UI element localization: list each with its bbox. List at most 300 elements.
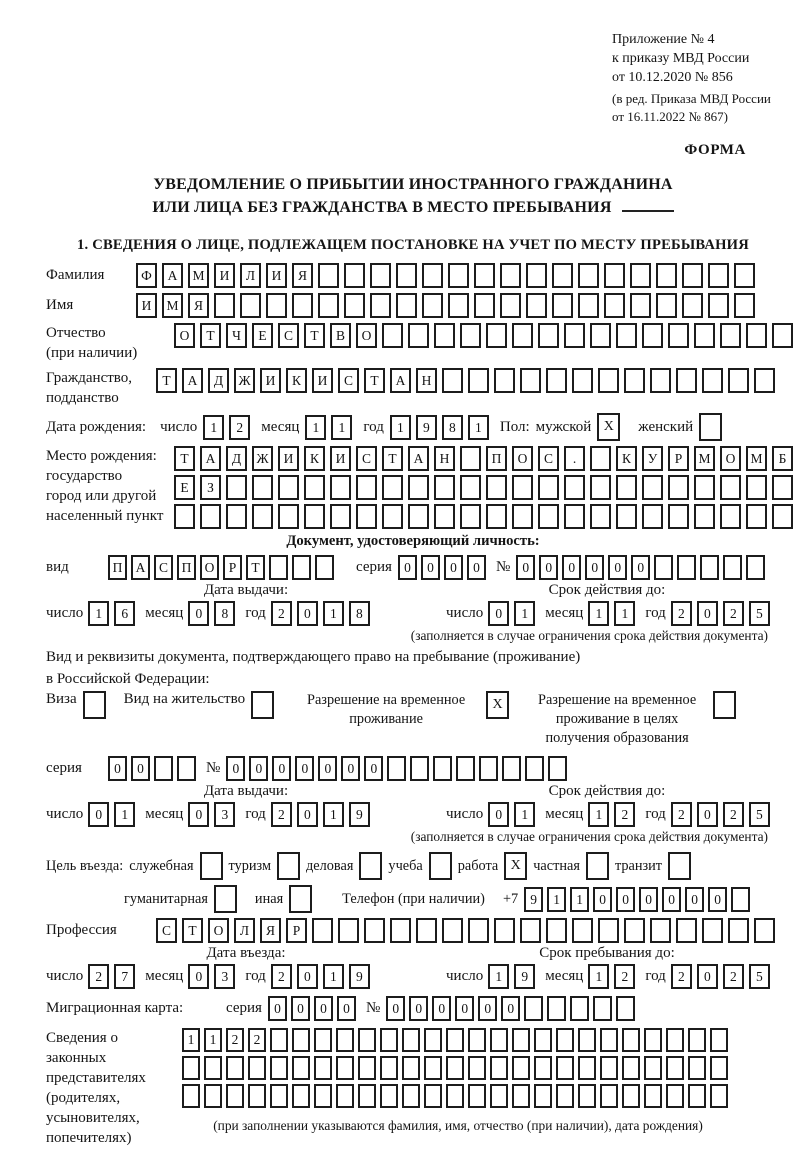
char-cell[interactable] <box>390 918 411 943</box>
char-cell[interactable]: И <box>214 263 235 288</box>
char-cell[interactable] <box>446 1028 464 1052</box>
char-cell[interactable] <box>408 475 429 500</box>
char-cell[interactable] <box>422 293 443 318</box>
char-cell[interactable]: А <box>200 446 221 471</box>
char-cell[interactable]: 0 <box>467 555 486 580</box>
char-cell[interactable]: М <box>746 446 767 471</box>
char-cell[interactable] <box>512 475 533 500</box>
char-cell[interactable] <box>364 918 385 943</box>
char-cell[interactable]: 2 <box>614 964 635 989</box>
char-cell[interactable]: 0 <box>639 887 658 912</box>
char-cell[interactable] <box>512 323 533 348</box>
char-cell[interactable] <box>434 475 455 500</box>
char-cell[interactable] <box>656 293 677 318</box>
char-cell[interactable] <box>656 263 677 288</box>
char-cell[interactable] <box>556 1056 574 1080</box>
char-cell[interactable] <box>524 996 543 1021</box>
char-cell[interactable]: 0 <box>631 555 650 580</box>
char-cell[interactable] <box>252 504 273 529</box>
char-cell[interactable]: Л <box>240 263 261 288</box>
char-cell[interactable] <box>434 504 455 529</box>
char-cell[interactable] <box>468 1084 486 1108</box>
char-cell[interactable] <box>677 555 696 580</box>
char-cell[interactable]: 0 <box>398 555 417 580</box>
purpose-private-checkbox[interactable] <box>586 852 609 880</box>
char-cell[interactable] <box>754 918 775 943</box>
char-cell[interactable]: И <box>266 263 287 288</box>
char-cell[interactable]: 2 <box>271 601 292 626</box>
char-cell[interactable] <box>526 293 547 318</box>
char-cell[interactable] <box>490 1084 508 1108</box>
char-cell[interactable]: 0 <box>386 996 405 1021</box>
char-cell[interactable] <box>578 1056 596 1080</box>
char-cell[interactable] <box>330 504 351 529</box>
char-cell[interactable] <box>380 1056 398 1080</box>
char-cell[interactable] <box>370 263 391 288</box>
char-cell[interactable] <box>204 1056 222 1080</box>
char-cell[interactable]: О <box>512 446 533 471</box>
char-cell[interactable]: К <box>304 446 325 471</box>
char-cell[interactable] <box>502 756 521 781</box>
char-cell[interactable]: С <box>156 918 177 943</box>
char-cell[interactable] <box>564 323 585 348</box>
char-cell[interactable]: 2 <box>671 964 692 989</box>
char-cell[interactable] <box>318 293 339 318</box>
char-cell[interactable] <box>486 323 507 348</box>
char-cell[interactable] <box>270 1056 288 1080</box>
char-cell[interactable]: Т <box>174 446 195 471</box>
char-cell[interactable] <box>292 1056 310 1080</box>
char-cell[interactable] <box>182 1084 200 1108</box>
char-cell[interactable]: Р <box>286 918 307 943</box>
char-cell[interactable] <box>710 1056 728 1080</box>
char-cell[interactable] <box>746 475 767 500</box>
char-cell[interactable] <box>650 918 671 943</box>
char-cell[interactable]: М <box>694 446 715 471</box>
char-cell[interactable]: 2 <box>229 415 250 440</box>
char-cell[interactable]: 0 <box>314 996 333 1021</box>
char-cell[interactable] <box>548 756 567 781</box>
char-cell[interactable] <box>525 756 544 781</box>
char-cell[interactable] <box>468 1028 486 1052</box>
char-cell[interactable] <box>534 1084 552 1108</box>
char-cell[interactable]: Ч <box>226 323 247 348</box>
char-cell[interactable]: 0 <box>188 964 209 989</box>
char-cell[interactable] <box>600 1056 618 1080</box>
char-cell[interactable]: 0 <box>685 887 704 912</box>
char-cell[interactable]: 0 <box>488 601 509 626</box>
char-cell[interactable]: Р <box>668 446 689 471</box>
char-cell[interactable]: П <box>108 555 127 580</box>
char-cell[interactable] <box>338 918 359 943</box>
purpose-humanitarian-checkbox[interactable] <box>214 885 237 913</box>
char-cell[interactable] <box>424 1028 442 1052</box>
char-cell[interactable] <box>512 504 533 529</box>
char-cell[interactable] <box>644 1084 662 1108</box>
char-cell[interactable]: 0 <box>593 887 612 912</box>
char-cell[interactable] <box>772 323 793 348</box>
char-cell[interactable]: Ж <box>252 446 273 471</box>
char-cell[interactable] <box>694 504 715 529</box>
char-cell[interactable]: В <box>330 323 351 348</box>
char-cell[interactable] <box>474 293 495 318</box>
char-cell[interactable] <box>668 504 689 529</box>
char-cell[interactable] <box>708 263 729 288</box>
char-cell[interactable] <box>370 293 391 318</box>
char-cell[interactable] <box>624 918 645 943</box>
char-cell[interactable]: Ж <box>234 368 255 393</box>
char-cell[interactable] <box>578 1028 596 1052</box>
char-cell[interactable] <box>270 1084 288 1108</box>
char-cell[interactable]: 0 <box>318 756 337 781</box>
char-cell[interactable] <box>344 293 365 318</box>
char-cell[interactable] <box>292 555 311 580</box>
char-cell[interactable] <box>700 555 719 580</box>
char-cell[interactable] <box>278 504 299 529</box>
char-cell[interactable]: 1 <box>390 415 411 440</box>
char-cell[interactable] <box>650 368 671 393</box>
char-cell[interactable]: 0 <box>708 887 727 912</box>
char-cell[interactable]: 0 <box>432 996 451 1021</box>
char-cell[interactable]: А <box>131 555 150 580</box>
char-cell[interactable] <box>556 1028 574 1052</box>
char-cell[interactable] <box>226 504 247 529</box>
char-cell[interactable]: 3 <box>214 802 235 827</box>
char-cell[interactable] <box>226 1056 244 1080</box>
char-cell[interactable] <box>526 263 547 288</box>
char-cell[interactable] <box>702 918 723 943</box>
char-cell[interactable] <box>520 368 541 393</box>
char-cell[interactable] <box>382 504 403 529</box>
char-cell[interactable]: Т <box>382 446 403 471</box>
char-cell[interactable]: Т <box>304 323 325 348</box>
char-cell[interactable]: 0 <box>697 601 718 626</box>
char-cell[interactable]: 1 <box>323 964 344 989</box>
char-cell[interactable]: 0 <box>108 756 127 781</box>
temp-permit-edu-checkbox[interactable] <box>713 691 736 719</box>
char-cell[interactable] <box>358 1028 376 1052</box>
char-cell[interactable]: 0 <box>697 964 718 989</box>
char-cell[interactable] <box>688 1028 706 1052</box>
char-cell[interactable]: Я <box>292 263 313 288</box>
char-cell[interactable] <box>746 504 767 529</box>
char-cell[interactable] <box>654 555 673 580</box>
char-cell[interactable]: П <box>177 555 196 580</box>
char-cell[interactable]: 0 <box>516 555 535 580</box>
char-cell[interactable] <box>240 293 261 318</box>
char-cell[interactable] <box>538 475 559 500</box>
char-cell[interactable] <box>666 1028 684 1052</box>
char-cell[interactable]: 1 <box>323 601 344 626</box>
char-cell[interactable] <box>266 293 287 318</box>
char-cell[interactable] <box>314 1056 332 1080</box>
char-cell[interactable]: С <box>356 446 377 471</box>
char-cell[interactable] <box>408 504 429 529</box>
char-cell[interactable]: 1 <box>588 802 609 827</box>
char-cell[interactable] <box>408 323 429 348</box>
char-cell[interactable] <box>442 918 463 943</box>
char-cell[interactable]: 0 <box>341 756 360 781</box>
char-cell[interactable] <box>630 263 651 288</box>
purpose-work-checkbox[interactable]: X <box>504 852 527 880</box>
char-cell[interactable]: 2 <box>271 802 292 827</box>
sex-male-checkbox[interactable]: X <box>597 413 620 441</box>
char-cell[interactable] <box>292 1028 310 1052</box>
char-cell[interactable]: У <box>642 446 663 471</box>
char-cell[interactable]: 2 <box>88 964 109 989</box>
char-cell[interactable]: 0 <box>421 555 440 580</box>
purpose-study-checkbox[interactable] <box>429 852 452 880</box>
char-cell[interactable] <box>154 756 173 781</box>
char-cell[interactable] <box>552 293 573 318</box>
char-cell[interactable]: 5 <box>749 601 770 626</box>
char-cell[interactable] <box>330 475 351 500</box>
char-cell[interactable] <box>547 996 566 1021</box>
char-cell[interactable] <box>538 323 559 348</box>
char-cell[interactable] <box>676 368 697 393</box>
char-cell[interactable] <box>358 1084 376 1108</box>
char-cell[interactable] <box>604 263 625 288</box>
char-cell[interactable] <box>490 1056 508 1080</box>
char-cell[interactable]: 1 <box>488 964 509 989</box>
char-cell[interactable]: 0 <box>291 996 310 1021</box>
char-cell[interactable] <box>572 918 593 943</box>
char-cell[interactable] <box>486 475 507 500</box>
char-cell[interactable]: 0 <box>297 964 318 989</box>
char-cell[interactable] <box>512 1028 530 1052</box>
char-cell[interactable] <box>642 504 663 529</box>
char-cell[interactable]: 1 <box>514 601 535 626</box>
char-cell[interactable] <box>292 293 313 318</box>
char-cell[interactable]: 0 <box>608 555 627 580</box>
char-cell[interactable]: 1 <box>468 415 489 440</box>
char-cell[interactable]: 0 <box>249 756 268 781</box>
char-cell[interactable]: Я <box>260 918 281 943</box>
char-cell[interactable] <box>402 1056 420 1080</box>
char-cell[interactable]: 6 <box>114 601 135 626</box>
char-cell[interactable] <box>590 323 611 348</box>
char-cell[interactable] <box>314 1084 332 1108</box>
char-cell[interactable]: 0 <box>662 887 681 912</box>
char-cell[interactable] <box>270 1028 288 1052</box>
char-cell[interactable] <box>214 293 235 318</box>
char-cell[interactable]: С <box>538 446 559 471</box>
char-cell[interactable] <box>382 323 403 348</box>
char-cell[interactable] <box>616 504 637 529</box>
char-cell[interactable] <box>315 555 334 580</box>
char-cell[interactable]: П <box>486 446 507 471</box>
char-cell[interactable]: М <box>162 293 183 318</box>
char-cell[interactable]: О <box>174 323 195 348</box>
char-cell[interactable]: Б <box>772 446 793 471</box>
char-cell[interactable] <box>448 293 469 318</box>
char-cell[interactable]: 0 <box>444 555 463 580</box>
char-cell[interactable] <box>590 475 611 500</box>
char-cell[interactable]: 2 <box>723 601 744 626</box>
char-cell[interactable] <box>382 475 403 500</box>
char-cell[interactable] <box>248 1084 266 1108</box>
char-cell[interactable] <box>570 996 589 1021</box>
char-cell[interactable]: О <box>356 323 377 348</box>
char-cell[interactable]: 8 <box>349 601 370 626</box>
char-cell[interactable] <box>772 504 793 529</box>
char-cell[interactable] <box>616 323 637 348</box>
char-cell[interactable]: 1 <box>88 601 109 626</box>
char-cell[interactable] <box>304 504 325 529</box>
char-cell[interactable] <box>336 1028 354 1052</box>
char-cell[interactable] <box>598 918 619 943</box>
char-cell[interactable]: 0 <box>585 555 604 580</box>
char-cell[interactable] <box>490 1028 508 1052</box>
char-cell[interactable] <box>396 293 417 318</box>
char-cell[interactable] <box>358 1056 376 1080</box>
char-cell[interactable] <box>734 293 755 318</box>
char-cell[interactable] <box>710 1084 728 1108</box>
char-cell[interactable] <box>600 1084 618 1108</box>
char-cell[interactable]: Т <box>156 368 177 393</box>
char-cell[interactable] <box>468 1056 486 1080</box>
char-cell[interactable] <box>494 918 515 943</box>
char-cell[interactable] <box>292 1084 310 1108</box>
char-cell[interactable]: К <box>616 446 637 471</box>
char-cell[interactable] <box>688 1084 706 1108</box>
char-cell[interactable] <box>356 475 377 500</box>
char-cell[interactable]: 8 <box>442 415 463 440</box>
char-cell[interactable] <box>252 475 273 500</box>
char-cell[interactable] <box>682 293 703 318</box>
char-cell[interactable] <box>720 323 741 348</box>
char-cell[interactable] <box>177 756 196 781</box>
char-cell[interactable] <box>460 446 481 471</box>
char-cell[interactable] <box>710 1028 728 1052</box>
char-cell[interactable] <box>644 1056 662 1080</box>
char-cell[interactable]: 0 <box>295 756 314 781</box>
char-cell[interactable] <box>552 263 573 288</box>
char-cell[interactable] <box>728 918 749 943</box>
char-cell[interactable] <box>448 263 469 288</box>
char-cell[interactable]: 0 <box>455 996 474 1021</box>
char-cell[interactable]: 0 <box>337 996 356 1021</box>
char-cell[interactable] <box>534 1028 552 1052</box>
char-cell[interactable]: 0 <box>409 996 428 1021</box>
char-cell[interactable]: 1 <box>614 601 635 626</box>
char-cell[interactable]: . <box>564 446 585 471</box>
char-cell[interactable] <box>734 263 755 288</box>
char-cell[interactable] <box>604 293 625 318</box>
char-cell[interactable] <box>468 918 489 943</box>
char-cell[interactable] <box>578 1084 596 1108</box>
char-cell[interactable] <box>546 368 567 393</box>
char-cell[interactable]: 0 <box>562 555 581 580</box>
char-cell[interactable]: 2 <box>226 1028 244 1052</box>
char-cell[interactable]: 0 <box>539 555 558 580</box>
char-cell[interactable]: 9 <box>416 415 437 440</box>
char-cell[interactable] <box>356 504 377 529</box>
char-cell[interactable]: 1 <box>114 802 135 827</box>
char-cell[interactable]: 9 <box>349 964 370 989</box>
char-cell[interactable] <box>318 263 339 288</box>
char-cell[interactable] <box>442 368 463 393</box>
char-cell[interactable] <box>590 446 611 471</box>
char-cell[interactable]: 2 <box>248 1028 266 1052</box>
char-cell[interactable]: И <box>312 368 333 393</box>
char-cell[interactable] <box>622 1028 640 1052</box>
char-cell[interactable]: Т <box>364 368 385 393</box>
char-cell[interactable] <box>460 475 481 500</box>
char-cell[interactable] <box>424 1056 442 1080</box>
char-cell[interactable]: И <box>330 446 351 471</box>
char-cell[interactable] <box>278 475 299 500</box>
char-cell[interactable] <box>702 368 723 393</box>
char-cell[interactable]: 9 <box>524 887 543 912</box>
char-cell[interactable]: 2 <box>723 964 744 989</box>
char-cell[interactable] <box>590 504 611 529</box>
char-cell[interactable] <box>387 756 406 781</box>
char-cell[interactable] <box>728 368 749 393</box>
char-cell[interactable] <box>512 1084 530 1108</box>
char-cell[interactable]: 1 <box>182 1028 200 1052</box>
residence-permit-checkbox[interactable] <box>251 691 274 719</box>
char-cell[interactable] <box>460 504 481 529</box>
char-cell[interactable] <box>402 1084 420 1108</box>
char-cell[interactable] <box>624 368 645 393</box>
char-cell[interactable]: 0 <box>268 996 287 1021</box>
char-cell[interactable]: 8 <box>214 601 235 626</box>
char-cell[interactable] <box>226 475 247 500</box>
char-cell[interactable] <box>380 1084 398 1108</box>
char-cell[interactable] <box>616 996 635 1021</box>
char-cell[interactable]: 2 <box>614 802 635 827</box>
char-cell[interactable]: 2 <box>671 802 692 827</box>
char-cell[interactable]: 1 <box>305 415 326 440</box>
char-cell[interactable] <box>500 263 521 288</box>
char-cell[interactable] <box>546 918 567 943</box>
char-cell[interactable] <box>578 293 599 318</box>
char-cell[interactable]: 9 <box>514 964 535 989</box>
char-cell[interactable]: 0 <box>272 756 291 781</box>
char-cell[interactable]: Т <box>200 323 221 348</box>
char-cell[interactable] <box>676 918 697 943</box>
char-cell[interactable] <box>720 504 741 529</box>
char-cell[interactable]: 1 <box>323 802 344 827</box>
char-cell[interactable] <box>538 504 559 529</box>
char-cell[interactable] <box>746 323 767 348</box>
char-cell[interactable]: И <box>136 293 157 318</box>
char-cell[interactable]: А <box>390 368 411 393</box>
char-cell[interactable]: О <box>720 446 741 471</box>
char-cell[interactable] <box>688 1056 706 1080</box>
char-cell[interactable]: И <box>260 368 281 393</box>
char-cell[interactable] <box>564 475 585 500</box>
char-cell[interactable] <box>564 504 585 529</box>
char-cell[interactable]: Т <box>246 555 265 580</box>
char-cell[interactable]: 5 <box>749 802 770 827</box>
char-cell[interactable]: 0 <box>226 756 245 781</box>
char-cell[interactable]: А <box>162 263 183 288</box>
purpose-tourism-checkbox[interactable] <box>277 852 300 880</box>
char-cell[interactable]: Я <box>188 293 209 318</box>
char-cell[interactable] <box>708 293 729 318</box>
char-cell[interactable] <box>682 263 703 288</box>
char-cell[interactable] <box>182 1056 200 1080</box>
char-cell[interactable]: Н <box>416 368 437 393</box>
char-cell[interactable] <box>694 475 715 500</box>
char-cell[interactable]: 0 <box>188 802 209 827</box>
visa-checkbox[interactable] <box>83 691 106 719</box>
char-cell[interactable]: Р <box>223 555 242 580</box>
char-cell[interactable] <box>456 756 475 781</box>
char-cell[interactable]: И <box>278 446 299 471</box>
